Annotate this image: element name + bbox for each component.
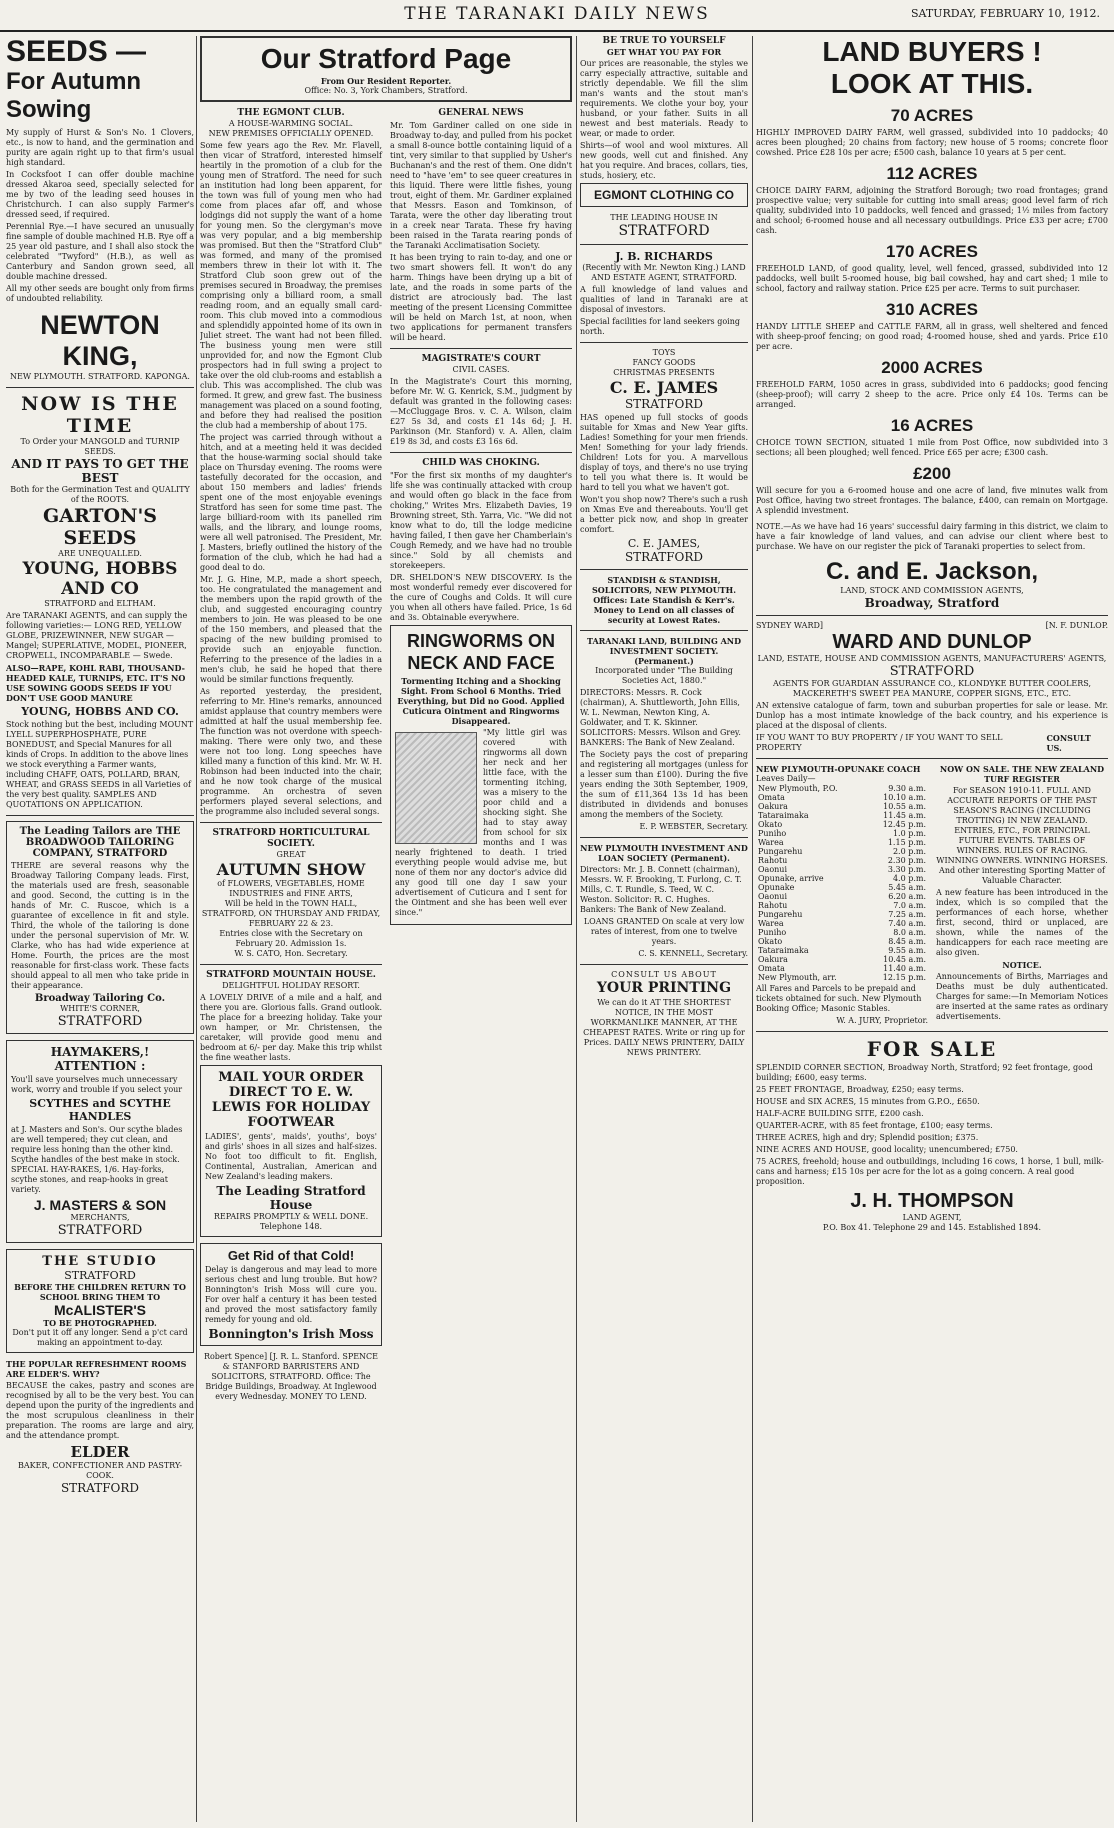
land-buyers-ad [756, 36, 1108, 610]
article-text: Mr. Tom Gardiner called on one side in Broadway to-day, and pulled from his pocket a small 8-ounce bottle containing liquid of a tint, very similar to that supplied by Usher's Buchanan's and the rest of them. One didn't need to "have 'em" to see queer creatures in this liquid. There were little fishes, young trout, eight of them. Mr. Gardiner explained that Messrs. Eason and Tomkinson, of Tarata, were the other day liberating trout in a creek near Tarata. These fry having been raised in the Tarata rearing ponds of the Taranaki Acclimatisation Society. [390, 121, 572, 250]
stop-time: 9.55 a.m. [888, 946, 926, 955]
stop-time: 12.45 p.m. [882, 820, 926, 829]
cuticura-ad [390, 625, 572, 925]
timetable-row [756, 937, 928, 946]
sale-item: THREE ACRES, high and dry; Splendid position; £375. [756, 1133, 979, 1142]
stop-name: Tataraimaka [758, 811, 809, 820]
advertiser-name: C. E. JAMES [609, 378, 719, 397]
ad-place: STRATFORD [57, 1223, 143, 1238]
ad-text: Won't you shop now? There's such a rush on Xmas Eve and thereabouts. You'll get a better pick now, and shop in greater comfort. [580, 495, 748, 534]
timetable-row [756, 793, 928, 802]
stop-name: Pungarehu [758, 847, 803, 856]
ad-text: TOYS [652, 348, 676, 357]
advertiser-name: Broadway Tailoring Co. [34, 993, 166, 1004]
article-headline: MAGISTRATE'S COURT [421, 354, 541, 364]
ad-text: FANCY GOODS [632, 358, 696, 367]
ad-headline: THE STUDIO [42, 1254, 158, 1269]
timetable-row [756, 928, 928, 937]
stop-time: 6.20 a.m. [888, 892, 926, 901]
lewis-footwear-ad [200, 1065, 382, 1237]
listing-text: FREEHOLD FARM, 1050 acres in grass, subdivided into 6 paddocks; good fencing (sheep-proof); will carry 2 sheep to the acre. Price only £4 10s. Terms can be arranged. [756, 380, 1108, 409]
solicitors-ad: Robert Spence] [J. R. L. Stanford. SPENCE & STANFORD BARRISTERS AND SOLICITORS, STRATFORD. Office: The Bridge Buildings, Broadway. At Inglewood every Wednesday. MONEY TO LEND. [203, 1352, 379, 1401]
advertiser-name: J. B. RICHARDS [615, 250, 713, 263]
column-1 [6, 36, 194, 1822]
ad-headline: NEW PLYMOUTH INVESTMENT AND LOAN SOCIETY (Permanent). [580, 843, 748, 863]
article-subhead: NEW PREMISES OFFICIALLY OPENED. [208, 129, 374, 138]
timetable-row [756, 946, 928, 955]
ad-text: Stock nothing but the best, including MOUNT LYELL SUPERPHOSPHATE, PURE BONEDUST, and Special Manures for all kinds of Crops. In addition to the above lines we stock everything a Farmer wants, including CHAFF, OATS, POLLARD, BRAN, WHEAT, and GRASS SEEDS in all Varieties of the very best quality. SAMPLES AND QUOTATIONS ON APPLICATION. [6, 720, 194, 809]
ad-text: CONSULT US ABOUT [611, 970, 717, 979]
listing-heading: 170 ACRES [886, 242, 978, 261]
ad-text: at J. Masters and Son's. Our scythe blades are well tempered; they cut clean, and require less honing than the other kind. Scythe handles of the best make in stock. SPECIAL HAY-RAKES, 1/6. Hay-forks, scythe stones, and reap-hooks in great variety. [11, 1125, 183, 1194]
listing-note: NOTE.—As we have had 16 years' successful dairy farming in this district, we claim to have a fair knowledge of land values, and can advise our client where best to purchase. We have on our register the pick of Taranaki properties to select from. [756, 522, 1108, 551]
ad-text: Incorporated under "The Building Societies Act, 1880." [595, 666, 733, 685]
horticultural-ad [200, 828, 382, 959]
ad-place: STRATFORD [618, 223, 710, 239]
timetable-row [756, 856, 928, 865]
ad-text: [N. F. DUNLOP. [1045, 621, 1108, 630]
stop-name: Oaonui [758, 865, 788, 874]
ad-text: E. P. WEBSTER, Secretary. [639, 822, 748, 831]
stop-name: Puniho [758, 829, 787, 838]
stop-time: 12.15 p.m. [882, 973, 926, 982]
stop-time: 4.0 p.m. [892, 874, 926, 883]
ad-headline: AUTUMN SHOW [216, 860, 366, 879]
stop-time: 7.25 a.m. [888, 910, 926, 919]
stop-time: 9.30 a.m. [888, 784, 926, 793]
stop-time: 8.45 a.m. [888, 937, 926, 946]
coach-timetable [756, 784, 928, 982]
stop-name: Opunake, arrive [758, 874, 824, 883]
timetable-row [756, 973, 928, 982]
ad-text: P.O. Box 41. Telephone 29 and 145. Established 1894. [822, 1223, 1042, 1232]
ad-text: To Order your MANGOLD and TURNIP SEEDS. [20, 437, 180, 456]
stop-time: 10.55 a.m. [883, 802, 926, 811]
stop-name: Omata [758, 793, 785, 802]
timetable-row [756, 820, 928, 829]
ad-headline: HAYMAKERS,! ATTENTION : [50, 1045, 150, 1073]
timetable-row [756, 838, 928, 847]
timetable-row [756, 964, 928, 973]
stop-time: 2.30 p.m. [887, 856, 926, 865]
stop-name: Pungarehu [758, 910, 803, 919]
article-headline: CHILD WAS CHOKING. [422, 458, 540, 468]
advertiser-name: YOUNG, HOBBS AND CO [22, 559, 178, 599]
page-banner [200, 36, 572, 102]
ad-text: Leaves Daily— [756, 774, 816, 783]
timetable-row [756, 811, 928, 820]
sale-item: SPLENDID CORNER SECTION, Broadway North, Stratford; 92 feet frontage, good building; £600, easy terms. [756, 1063, 1093, 1082]
stop-name: Rahotu [758, 856, 788, 865]
solicitors-ad: STANDISH & STANDISH, SOLICITORS, NEW PLYMOUTH. Offices: Late Standish & Kerr's. Money to Lend on all classes of security at Lowest Rates. [592, 575, 736, 625]
ad-headline: STRATFORD MOUNTAIN HOUSE. [206, 970, 376, 980]
timetable-row [756, 910, 928, 919]
building-society-ad [580, 636, 748, 832]
seeds-time-ad [6, 393, 194, 810]
ad-text: LADIES', gents', maids', youths', boys' and girls' shoes in all sizes and half-sizes. No foot too difficult to fit. English, Continental, Australian, American and New Zealand's leading makers. [205, 1132, 377, 1181]
ad-text: Shirts—of wool and wool mixtures. All new goods, well cut and finished. Any hat you require. And braces, collars, ties, studs, hosiery, etc. [580, 141, 748, 180]
article-text: As reported yesterday, the president, referring to Mr. Hine's remarks, announced amidst applause that country members were admitted at half the usual membership fee. The function was not overdone with speech-making. There were only two, and these were not too long. Long speeches have killed many a function of this kind. Mr. W. H. Robinson had been inducted into the chair, and he now took charge of the musical programme. An orchestra of seven performers played several selections, and the programme also included several songs. [200, 687, 382, 816]
ad-headline: RINGWORMS ON NECK AND FACE [407, 631, 555, 673]
timetable-row [756, 829, 928, 838]
column-rule [196, 36, 197, 1822]
stop-time: 11.45 a.m. [883, 811, 926, 820]
ad-headline: NOW ON SALE. THE NEW ZEALAND TURF REGISTER [939, 764, 1105, 784]
ad-text: Our prices are reasonable, the styles we carry especially attractive, suitable and strictly dependable. We fill the slim man's wants and the stout man's requirements. We clothe your boy, your husband, or your father. Suits in all newest and best materials. Ready to wear, or made to order. [580, 59, 748, 138]
ad-text: IF YOU WANT TO BUY PROPERTY / IF YOU WANT TO SELL PROPERTY [756, 733, 1003, 752]
ad-place: STRATFORD [60, 1481, 140, 1495]
column-4 [756, 36, 1108, 1822]
article-headline: GENERAL NEWS [438, 108, 524, 118]
issue-date: SATURDAY, FEBRUARY 10, 1912. [910, 7, 1100, 20]
listing-text: HANDY LITTLE SHEEP and CATTLE FARM, all in grass, well sheltered and fenced with sheep-proof fencing; on good road; 4-roomed house, shed and yards. Price £10 per acre. [756, 322, 1108, 351]
stop-name: Warea [758, 919, 784, 928]
listing-text: HIGHLY IMPROVED DAIRY FARM, well grassed, subdivided into 10 paddocks; 40 acres been ploughed; 20 chains from factory; new house of 5 rooms; concrete floor cowshed. Price £28 10s per acre; £500 cash, balance 10 years at 5 per cent. [756, 128, 1108, 157]
elder-ad [6, 1359, 194, 1495]
timetable-row [756, 847, 928, 856]
ad-text: DIRECTORS: Messrs. R. Cock (chairman), A. Shuttleworth, John Ellis, W. L. Newman, Newton King, A. Goldwater, and T. K. Skinner. SOLICITORS: Messrs. Wilson and Grey. BANKERS: The Bank of New Zealand. [580, 688, 741, 747]
ad-text: GREAT [276, 850, 306, 859]
timetable-row [756, 901, 928, 910]
ad-place: STRATFORD [624, 550, 704, 564]
advertiser-name: McALISTER'S [53, 1302, 146, 1318]
ad-text: of FLOWERS, VEGETABLES, HOME INDUSTRIES and FINE ARTS, [217, 879, 365, 898]
ad-headline: NOTICE. [1002, 960, 1042, 970]
column-rule [576, 36, 577, 1822]
brand-name: Bonnington's Irish Moss [208, 1327, 374, 1341]
stop-time: 1.0 p.m. [892, 829, 926, 838]
listing-heading: 16 ACRES [890, 416, 974, 435]
sale-item: 75 ACRES, freehold; house and outbuildings, including 16 cows, 1 horse, 1 bull, milk-cans and harness; £15 10s per acre for the lot as a going concern. A real good proposition. [756, 1157, 1104, 1186]
ad-text: THE LEADING HOUSE IN [610, 213, 718, 222]
newspaper-title: THE TARANAKI DAILY NEWS [404, 4, 710, 24]
ad-headline: AND IT PAYS TO GET THE BEST [11, 457, 189, 485]
stop-name: Tataraimaka [758, 946, 809, 955]
ad-headline: The Leading Stratford House [216, 1184, 366, 1212]
stop-time: 3.30 p.m. [887, 865, 926, 874]
article-text: "For the first six months of my daughter's life she was continually attacked with croup and would often go black in the face from choking," Writes Mrs. Elizabeth Davies, 19 Browning street, Sth. Yarra, Vic. "We did not know what to do, till the lodge medicine having failed, I then gave her Chamberlain's Cough Remedy, and we have had no trouble since." Sold by all chemists and storekeepers. [390, 471, 572, 570]
ad-text: "My little girl was covered with ringworms all down her neck and her little face, with the tormenting itching, was a misery to the poor child and a shocking sight. She had to stay away from school for six months and I was nearly frightened to death. I tried everything people would advise me, but none of them nor any doctor's advice did any good till one day I saw your advertisement of Cuticura and I sent for the Ointment and she has been well ever since." [395, 728, 567, 917]
ad-text: Special facilities for land seekers going north. [580, 317, 740, 336]
ad-text: AN extensive catalogue of farm, town and suburban properties for sale or lease. Mr. Dunlop has a most intimate knowledge of the back country, and his experience is placed at the disposal of clients. [756, 701, 1108, 730]
ward-dunlop-ad [756, 621, 1108, 753]
ad-headline: TARANAKI LAND, BUILDING AND INVESTMENT SOCIETY. (Permanent.) [586, 636, 742, 666]
ad-text: The Society pays the cost of preparing and registering all mortgages (unless for a lesser sum than £100). During the five years ending the 30th September, 1909, the sum of £11,364 13s 1d has been distributed in dividends and bonuses among the members of the Society. [580, 750, 748, 819]
ad-text: DELIGHTFUL HOLIDAY RESORT. [222, 981, 360, 990]
ad-headline: LOOK AT THIS. [830, 68, 1034, 99]
ad-text: LAND AGENT, [902, 1213, 962, 1222]
stop-time: 7.40 a.m. [888, 919, 926, 928]
ad-headline: MAIL YOUR ORDER DIRECT TO E. W. LEWIS FOR HOLIDAY FOOTWEAR [211, 1070, 371, 1130]
ad-text: Announcements of Births, Marriages and Deaths must be duly authenticated. Charges for same:—In Memoriam Notices are inserted at the same rates as ordinary advertisements. [936, 972, 1108, 1021]
article-subhead: CIVIL CASES. [452, 365, 510, 374]
advertiser-name: J. MASTERS & SON [33, 1197, 167, 1213]
ad-text: AGENTS FOR GUARDIAN ASSURANCE CO., KLONDYKE BUTTER COOLERS, MACKERETH'S SWEET PEA MANURE, COPPER SIGNS, ETC., ETC. [772, 679, 1091, 698]
advertiser-name: YOUNG, HOBBS AND CO. [21, 705, 179, 718]
listing-heading: £200 [913, 464, 951, 483]
clothing-ad [580, 36, 748, 239]
article-headline: THE EGMONT CLUB. [237, 108, 345, 118]
ad-text: BEFORE THE CHILDREN RETURN TO SCHOOL BRING THEM TO [14, 1282, 186, 1302]
ad-text: Both for the Germination Test and QUALITY of the ROOTS. [10, 485, 190, 504]
ad-text: WHITE'S CORNER, [60, 1004, 140, 1013]
ad-text: W. A. JURY, Proprietor. [836, 1016, 928, 1025]
stop-time: 8.0 a.m. [893, 928, 926, 937]
ad-headline: LAND BUYERS ! [822, 36, 1042, 67]
sale-item: HALF-ACRE BUILDING SITE, £200 cash. [756, 1109, 924, 1118]
timetable-row [756, 892, 928, 901]
loan-society-ad [580, 843, 748, 959]
timetable-row [756, 883, 928, 892]
stop-name: Omata [758, 964, 785, 973]
article-text: Some few years ago the Rev. Mr. Flavell, then vicar of Stratford, interested himself heartily in the promotion of a club for the young men of Stratford. The need for such an institution had long been apparent, for the town was full of young men who had come from places afar off, and whose lodgings did not supply the want of a home for young men. So the clergyman's move was very popular, and a big membership was promised. But then the "Stratford Club" was formed, and many of the promised members threw in their lot with it. The Stratford Club soon grew out of the premises secured in Broadway, the premises comprising only a billiard room, a small reading room, and an equally small card-room. This club moved into a commodious and splendidly appointed home of its own in Juliet street. The want had not been filled. The business young men were still unprovided for, and now the Egmont Club prospectors had in full swing a project to take over the old club-rooms and establish a club. This was accomplished. The club was formed. It grew, and grew fast. The business management was placed on a sound footing, and before they had realised the position the club had a membership of about 175. [200, 141, 382, 430]
listing-text: FREEHOLD LAND, of good quality, level, well fenced, grassed, subdivided into 12 paddocks, well built 5-roomed house, big bail cowshed, hay and cart shed; 1 mile to school, factory and railway station. Price £25 per acre. Terms to suit purchaser. [756, 264, 1108, 293]
ad-text: CHRISTMAS PRESENTS [613, 368, 715, 377]
seeds-subtitle: For Autumn Sowing [6, 68, 142, 123]
advertiser-name: J. H. THOMPSON [850, 1190, 1014, 1212]
ad-place: STRATFORD [889, 664, 975, 679]
ad-text: You'll save yourselves much unnecessary work, worry and trouble if you select your [11, 1075, 183, 1094]
ad-place: STRATFORD [624, 397, 704, 411]
land-agent-ad [580, 250, 748, 337]
stop-time: 10.10 a.m. [883, 793, 926, 802]
ad-text: Delay is dangerous and may lead to more serious chest and lung trouble. But how? Bonnington's Irish Moss will cure you. For over half a century it has been tested and proved the most satisfactory family remedy for young and old. [205, 1265, 377, 1324]
coach-timetable-ad [756, 764, 928, 1026]
ad-text: All Fares and Parcels to be prepaid and tickets obtained for such. New Plymouth Booking Office; Masonic Stables. [756, 984, 922, 1013]
article-text: The project was carried through without a hitch, and at a meeting held it was decided that the house-warming social should take place on Thursday evening. The rooms were tastefully decorated for the occasion, and about 150 members and ladies' friends spent one of the most enjoyable evenings Stratford has seen for some time past. The large billiard-room with its panelled rim walls, and the library, and lounge rooms, were all well patronised. The President, Mr. J. Masters, briefly outlined the history of the formation of the club, which he had had a good deal to do. [200, 433, 382, 572]
stop-time: 11.40 a.m. [883, 964, 926, 973]
ad-text: MERCHANTS, [70, 1213, 130, 1222]
ad-headline: NOW IS THE TIME [21, 393, 179, 437]
irish-moss-ad [200, 1243, 382, 1346]
listing-heading: 2000 ACRES [881, 358, 983, 377]
sale-item: NINE ACRES AND HOUSE, good locality; unencumbered; £750. [756, 1145, 1018, 1154]
ad-place: Broadway, Stratford [864, 596, 1000, 610]
ad-text: LOANS GRANTED On scale at very low rates of interest, from one to twelve years. [583, 917, 745, 946]
ad-text: TO BE PHOTOGRAPHED. [43, 1318, 157, 1328]
sale-item: QUARTER-ACRE, with 85 feet frontage, £100; easy terms. [756, 1121, 993, 1130]
ad-text: A full knowledge of land values and qualities of land in Taranaki are at disposal of investors. [580, 285, 748, 314]
ad-text: CONSULT US. [1046, 733, 1091, 753]
stop-name: Oakura [758, 955, 788, 964]
ad-text: REPAIRS PROMPTLY & WELL DONE. Telephone 148. [213, 1212, 369, 1231]
ad-text: SYDNEY WARD] [756, 621, 823, 630]
reporter-line: From Our Resident Reporter. [320, 76, 452, 86]
stop-name: Rahotu [758, 901, 788, 910]
page-title: Our Stratford Page [260, 43, 512, 74]
turf-register-ad [936, 764, 1108, 1026]
column-rule [752, 36, 753, 1822]
printing-ad [580, 970, 748, 1058]
seeds-title: SEEDS — [6, 36, 147, 68]
article-subhead: A HOUSE-WARMING SOCIAL. [228, 119, 354, 128]
stop-time: 7.0 a.m. [893, 901, 926, 910]
listing-heading: 70 ACRES [890, 106, 974, 125]
article-text: It has been trying to rain to-day, and one or two smart showers fell. It won't do any harm. Things have been drying up a bit of late, and the roads in some parts of the district are atrociously bad. The last meeting of the present Licensing Committee will be held on March 1st, at noon, when two applications for permanent transfers will be heard. [390, 253, 572, 342]
ad-headline: SCYTHES and SCYTHE HANDLES [29, 1097, 171, 1123]
ad-text: W. S. CATO, Hon. Secretary. [234, 949, 348, 958]
stop-time: 5.45 a.m. [888, 883, 926, 892]
ad-headline: THE POPULAR REFRESHMENT ROOMS ARE ELDER'S. WHY? [6, 1359, 187, 1379]
james-ad [580, 348, 748, 564]
stop-name: Warea [758, 838, 784, 847]
timetable-row [756, 955, 928, 964]
advertiser-name: C. E. JAMES, [627, 537, 701, 550]
timetable-row [756, 874, 928, 883]
ad-headline: NEW PLYMOUTH-OPUNAKE COACH [756, 764, 921, 774]
ad-text: Will be held in the TOWN HALL, STRATFORD, ON THURSDAY AND FRIDAY, FEBRUARY 22 & 23. [201, 899, 381, 928]
stop-time: 1.15 p.m. [887, 838, 926, 847]
listing-heading: 310 ACRES [886, 300, 978, 319]
advertiser-name: ELDER [70, 1443, 130, 1461]
ad-text: For SEASON 1910-11. FULL AND ACCURATE REPORTS OF THE PAST SEASON'S RACING (INCLUDING TROTTING) IN NEW ZEALAND. ENTRIES, ETC., FOR PRINCIPAL FUTURE EVENTS. TABLES OF WINNERS. RULES OF RACING. WINNING OWNERS. WINNING HORSES. And other interesting Sporting Matter of Valuable Character. [936, 786, 1108, 885]
seeds-text: Perennial Rye.—I have secured an unusually fine sample of double machined H.B. Rye off a 25 year old pasture, and I shall also stock the celebrated "Twyford" (H.B.), as well as Canterbury and Sandon grown seed, all double machine dressed. [6, 222, 194, 281]
ad-headline: Get Rid of that Cold! [227, 1248, 355, 1263]
ad-text: ARE UNEQUALLED. [58, 549, 142, 558]
ad-text: C. S. KENNELL, Secretary. [638, 949, 748, 958]
advertiser-name: EGMONT CLOTHING CO [580, 183, 748, 207]
stop-name: Opunake [758, 883, 795, 892]
girl-portrait-illustration [395, 732, 477, 844]
ad-text: STRATFORD and ELTHAM. [44, 599, 156, 608]
stop-name: New Plymouth, arr. [758, 973, 837, 982]
brand-name: GARTON'S SEEDS [42, 505, 158, 549]
stop-name: Okato [758, 937, 783, 946]
ad-headline: The Leading Tailors are THE BROADWOOD TAILORING COMPANY, STRATFORD [19, 826, 181, 859]
stop-time: 10.45 a.m. [883, 955, 926, 964]
listing-text: Will secure for you a 6-roomed house and one acre of land, five minutes walk from Post Office, having two street frontages. The balance, £400, can remain on Mortgage. A splendid investment. [756, 486, 1108, 515]
advertiser-name: WARD AND DUNLOP [832, 631, 1032, 653]
ad-headline: GET WHAT YOU PAY FOR [606, 47, 722, 57]
timetable-row [756, 865, 928, 874]
seeds-ad [6, 36, 194, 382]
for-sale-ad [756, 1037, 1108, 1233]
stop-name: Puniho [758, 928, 787, 937]
advertiser-name: C. and E. Jackson, [825, 558, 1039, 585]
seeds-text: In Cocksfoot I can offer double machine dressed Akaroa seed, specially selected for me by two of the leading seed houses in Christchurch. I can also supply Farmer's dressed seed, if required. [6, 170, 194, 219]
timetable-row [756, 784, 928, 793]
article-text: In the Magistrate's Court this morning, before Mr. W. G. Kenrick, S.M., judgment by default was granted in the following cases:—McCluggage Bros. v. C. A. Wilson, claim £27 5s 3d, and costs £1 14s 6d; J. H. Parkinson (Mr. Stanford) v. A. Allen, claim £19 8s 3d, and costs £3 16s 6d. [390, 377, 572, 446]
ad-headline: FOR SALE [866, 1037, 998, 1061]
haymakers-ad [6, 1040, 194, 1243]
stop-name: New Plymouth, P.O. [758, 784, 838, 793]
column-3 [580, 36, 748, 1822]
stop-time: 2.0 p.m. [892, 847, 926, 856]
ad-headline: BE TRUE TO YOURSELF [602, 36, 726, 46]
sale-item: HOUSE and SIX ACRES, 15 minutes from G.P.O., £650. [756, 1097, 980, 1106]
sale-item: 25 FEET FRONTAGE, Broadway, £250; easy terms. [756, 1085, 964, 1094]
ad-text: BECAUSE the cakes, pastry and scones are recognised by all to be the very best. You can depend upon the purity of the ingredients and the most scrupulous cleanliness in their preparation. The rooms are large and airy, and the attendance prompt. [6, 1381, 194, 1440]
advertiser-places: NEW PLYMOUTH. STRATFORD. KAPONGA. [10, 372, 190, 381]
tailors-ad [6, 821, 194, 1034]
ad-text: Don't put it off any longer. Send a p'ct card making an appointment to-day. [12, 1328, 188, 1347]
ad-text: THERE are several reasons why the Broadway Tailoring Company leads. First, the materials used are fresh, seasonable and good. Second, the cutting is in the hands of Mr. C. Ruscoe, which is a guarantee of excellence in fit and style. Third, the whole of the tailoring is done under the personal supervision of Mr. W. Clarke, who has had wide experience at Home. Fourth, the prices are the most reasonable for first-class work. These facts should appeal to all men who take pride in their appearance. [11, 861, 189, 990]
mountain-house-ad [200, 970, 382, 1063]
ad-text: A LOVELY DRIVE of a mile and a half, and there you are. Glorious falls. Grand outlook. The place for a breezing holiday. Take your own hamper, or Mr. Christensen, the caretaker, will provide good menu and bedroom at 6/- per day. Make this trip whilst the fine weather lasts. [200, 993, 382, 1062]
ad-text: Entries close with the Secretary on February 20. Admission 1s. [219, 929, 363, 948]
ad-place: STRATFORD [57, 1014, 143, 1029]
ad-headline: YOUR PRINTING [596, 980, 732, 996]
ad-text: A new feature has been introduced in the index, which is so compiled that the performances of each horse, whether first, second, third or unplaced, are shown, while the names of the handicappers for each race meeting are also given. [936, 888, 1108, 957]
ad-text: We can do it AT THE SHORTEST NOTICE, IN THE MOST WORKMANLIKE MANNER, AT THE CHEAPEST RATES. Write or ring up for Prices. DAILY NEWS PRINTERY, DAILY NEWS PRINTERY. [583, 998, 745, 1057]
article-text: Mr. J. G. Hine, M.P., made a short speech, too. He congratulated the management and the members upon the rapid growth of the club, and suggested encouraging country members to join. He was pleased to be one of the 150 members, and pleased that the spacing of the new building promised to provide such an enjoyable function. Referring to the presence of the ladies in a men's club, he said he hoped that there would be similar functions frequently. [200, 575, 382, 684]
ad-headline: STRATFORD HORTICULTURAL SOCIETY. [212, 828, 370, 849]
listing-text: CHOICE TOWN SECTION, situated 1 mile from Post Office, now subdivided into 3 sections; all been ploughed; well fenced. Price £65 per acre; £300 cash. [756, 438, 1108, 457]
listing-text: CHOICE DAIRY FARM, adjoining the Stratford Borough; two road frontages; grand prospective value; very suitable for cutting into small areas; good level farm of rich quality, subdivided into 10 paddocks, well fenced and grassed; 1½ miles from factory and school; 6-roomed house and all necessary outbuildings. Price £33 per acre; £700 cash. [756, 186, 1108, 235]
stop-name: Oaonui [758, 892, 788, 901]
ad-text: ALSO—RAPE, KOHL RABI, THOUSAND-HEADED KALE, TURNIPS, ETC. IT'S NO USE SOWING GOODS SEEDS IF YOU DON'T USE GOOD MANURE [6, 663, 186, 703]
ad-text: LAND, STOCK AND COMMISSION AGENTS, [840, 586, 1024, 595]
ad-text: Are TARANAKI AGENTS, and can supply the following varieties:— LONG RED, YELLOW GLOBE, PRIZEWINNER, NEW SUGAR — Mangel; SUPERLATIVE, MODEL, PIONEER, CROPWELL, INCOMPARABLE — Swede. [6, 611, 188, 660]
timetable-row [756, 919, 928, 928]
timetable-row [756, 802, 928, 811]
ad-text: Tormenting Itching and a Shocking Sight. From School 6 Months. Tried Everything, but Did no Good. Applied Cuticura Ointment and Ringworms Disappeared. [397, 676, 565, 726]
ad-text: Directors: Mr. J. B. Connett (chairman), Messrs. W. F. Brooking, T. Furlong, C. T. Mills, C. T. Rundle, S. Teed, W. C. Weston. Solicitor: R. C. Hughes. Bankers: The Bank of New Zealand. [580, 865, 742, 914]
studio-ad [6, 1249, 194, 1353]
ad-text: LAND, ESTATE, HOUSE AND COMMISSION AGENTS, MANUFACTURERS' AGENTS, [757, 654, 1107, 663]
ad-text: BAKER, CONFECTIONER AND PASTRY-COOK. [17, 1461, 183, 1480]
column-2 [200, 36, 572, 1822]
ad-text: HAS opened up full stocks of goods suitable for Xmas and New Year gifts. Ladies! Something for your men friends. Men! Something for your lady friends. Children! Lots for you. A marvellous display of toys, and there's no use trying to tell you what there is. It would be hard to tell you what we haven't got. [580, 413, 748, 492]
office-line: Office: No. 3, York Chambers, Stratford. [304, 86, 468, 95]
article-text: DR. SHELDON'S NEW DISCOVERY. Is the most wonderful remedy ever discovered for the cure of Coughs and Colds. It will cure you when all others have failed. Price, 1s 6d and 3s. Obtainable everywhere. [390, 573, 572, 622]
listing-heading: 112 ACRES [886, 164, 978, 183]
stop-name: Oakura [758, 802, 788, 811]
seeds-text: My supply of Hurst & Son's No. 1 Clovers, etc., is now to hand, and the germination and purity are again right up to that firm's usual high standard. [6, 128, 194, 167]
stop-name: Okato [758, 820, 783, 829]
seeds-text: All my other seeds are bought only from firms of undoubted reliability. [6, 284, 194, 303]
ad-text: (Recently with Mr. Newton King.) LAND AND ESTATE AGENT, STRATFORD. [582, 263, 746, 282]
ad-place: STRATFORD [64, 1269, 136, 1282]
advertiser-name: NEWTON KING, [40, 310, 160, 371]
masthead [0, 0, 1114, 32]
